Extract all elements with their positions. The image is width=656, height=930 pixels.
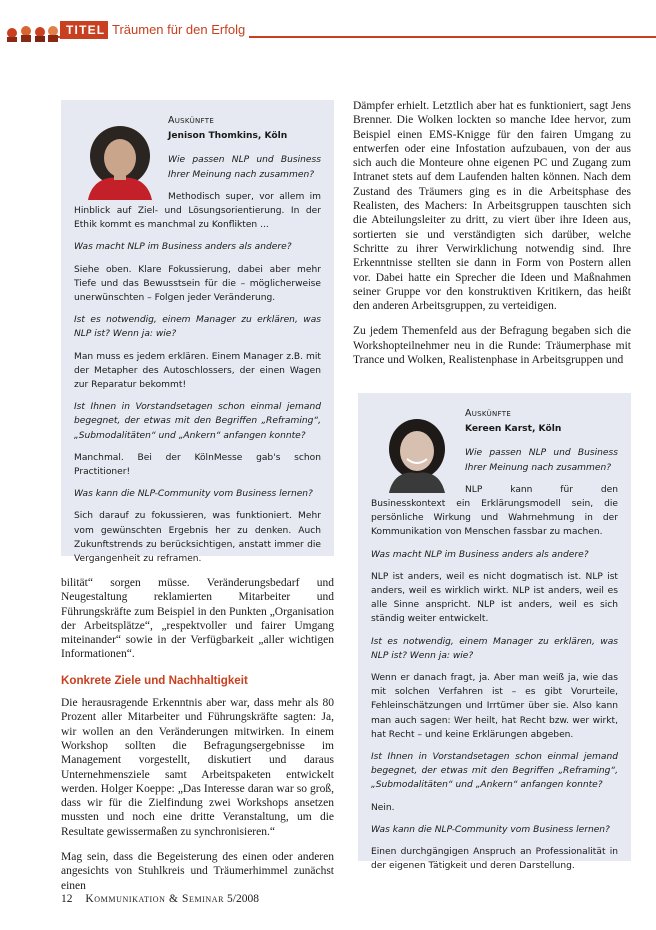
page-header: [0, 0, 656, 44]
paragraph: bilität“ sorgen müsse. Veränderungsbedarf und Neugestaltung reklamierten Mitarbeiter und Führungskräfte zum Beispiel in den Punkten „Organisation der Arbeitsplätze“, „respektvoller und fairer Umgang miteinander“ sowie in der Verfügbarkeit „aller wichtigen Informationen“.: [61, 577, 334, 661]
section-tag: TITEL: [60, 21, 111, 39]
answer: Nein.: [371, 802, 395, 813]
answer: Methodisch super, vor allem im Hinblick auf Ziel- und Lösungsorientierung. In der Ethik kommt es manchmal zu Konflikten ...: [74, 191, 321, 231]
qa-item: [371, 823, 618, 874]
answer: Manchmal. Bei der KölnMesse gab's schon Practitioner!: [74, 452, 321, 478]
qa-item: [74, 400, 321, 479]
answer: NLP ist anders, weil es nicht dogmatisch ist. NLP ist anders, weil es wirklich wirkt. NLP ist anders, weil es alle Sinne anspricht. NLP ist anders, weil es sich ständig weiter entwickelt.: [371, 571, 618, 625]
interviewee-name: Jenison Thomkins, Köln: [168, 131, 288, 142]
answer: Sich darauf zu fokussieren, was funktioniert. Mehr vom gewünschten Ergebnis her zu denken. Auch Zukunftstrends zu berücksichtigen, anstatt immer die Vergangenheit zu reframen.: [74, 511, 321, 565]
question: Ist es notwendig, einem Manager zu erklären, was NLP ist? Wenn ja: wie?: [74, 315, 321, 340]
answer: Man muss es jedem erklären. Einem Manager z.B. mit der Metapher des Autoschlossers, der einen Wagen zur Reparatur bekommt!: [74, 351, 321, 391]
qa-item: [74, 313, 321, 392]
page-number: 12: [61, 893, 73, 905]
answer: Einen durchgängigen Anspruch an Professionalität in der eigenen Tätigkeit und deren Darstellung.: [371, 847, 618, 872]
answer: Wenn er danach fragt, ja. Aber man weiß ja, wie das mit solchen Verfahren ist – es gibt Vorurteile, Fehleinschätzungen und Irrtümer über sie. Also kann man auch sagen: Wer heilt, hat Recht bzw. wer wirkt, hat Recht – und keine Erklärungen abgeben.: [371, 673, 618, 740]
magazine-name: Kommunikation & Seminar: [85, 893, 225, 905]
portrait-photo: [375, 409, 459, 493]
section-icon: [4, 19, 60, 43]
paragraph: Die herausragende Erkenntnis aber war, dass mehr als 80 Prozent aller Mitarbeiter und Führungskräfte sagten: Ja, wir wollen an den Veränderungen mitwirken. In einem Workshop sollten die Befragungsergebnisse im Management vorgestellt, diskutiert und daraus Unternehmensziele samt Arbeitspaketen entwickelt werden. Holger Koeppe: „Das Interesse daran war so groß, dass wir für die Zielfindung zwei Workshops ansetzen mussten und noch eine dritte Veranstaltung, um die Resultate gewissermaßen zu synchronisieren.“: [61, 697, 334, 838]
question: Wie passen NLP und Business Ihrer Meinung nach zusammen?: [465, 448, 618, 473]
section-subheading: Konkrete Ziele und Nachhaltigkeit: [61, 673, 248, 687]
question: Was kann die NLP-Community vom Business lernen?: [74, 489, 313, 500]
interviewee-name: Kereen Karst, Köln: [465, 424, 562, 435]
question: Ist es notwendig, einem Manager zu erklären, was NLP ist? Wenn ja: wie?: [371, 636, 618, 661]
paragraph: Mag sein, dass die Begeisterung des einen oder anderen angesichts von Stuhlkreis und Träumerhimmel zunächst einen: [61, 851, 334, 892]
paragraph: Zu jedem Themenfeld aus der Befragung begaben sich die Workshopteilnehmer neu in die Runde: Träumerphase mit Trance und Wolken, Realistenphase in Arbeitsgruppen und: [353, 325, 631, 367]
body-text-left: [61, 576, 334, 904]
question: Ist Ihnen in Vorstandsetagen schon einmal jemand begegnet, der etwas mit den Begriffen „Reframing“, „Submodalitäten“ und „Ankern“ anfangen konnte?: [371, 752, 618, 791]
portrait-photo: [78, 116, 162, 200]
question: Was macht NLP im Business anders als andere?: [371, 549, 589, 560]
answer: Siehe oben. Klare Fokussierung, dabei aber mehr Tiefe und das Bewusstsein für die – möglicherweise unerwünschten – Folgen jeder Veränderung.: [74, 264, 321, 304]
paragraph: Dämpfer erhielt. Letztlich aber hat es funktioniert, sagt Jens Brenner. Die Wolken lockten so manche Idee hervor, zum Beispiel einen EMS-Knigge für den fairen Umgang zu entwerfen oder eine Infostation aufzubauen, von der aus sich auch die Monteure ohne eigenen PC und Zugang zum Intranet stets auf dem Laufenden halten können. Nach dem Zustand des Träumers ging es in die Arbeitsphase des Realisten, des Machers: In Arbeitsgruppen tauschten sich die Abteilungsleiter zu dritt, zu viert über ihre Ideen aus, sortierten sie und verständigten sich darüber, welche Schritte zu ihrer Verwirklichung notwendig sind. Ihre Erkenntnisse stellten sie dann in Form von Postern allen vor. Dabei hatte ein Sprecher die Ideen und Maßnahmen seiner Gruppe vor den konstruktiven Kritikern, das heißt den anderen Arbeitsgruppen, zu verteidigen.: [353, 100, 631, 313]
section-title: Träumen für den Erfolg: [108, 21, 249, 39]
qa-item: [371, 750, 618, 815]
interview-box-thomkins: [61, 100, 334, 565]
qa-item: [371, 635, 618, 742]
interview-box-karst: [358, 393, 631, 872]
box-kicker: Auskünfte: [465, 408, 512, 419]
question: Was macht NLP im Business anders als andere?: [74, 242, 292, 253]
page-footer: [61, 893, 259, 905]
answer: NLP kann für den Businesskontext ein Erklärungsmodell sein, die persönliche Wirkung und Wahrnehmung in der Kommunikation von Menschen fassbar zu machen.: [371, 484, 618, 538]
qa-item: [74, 240, 321, 305]
body-text-right: [353, 99, 631, 378]
question: Wie passen NLP und Business Ihrer Meinung nach zusammen?: [168, 155, 321, 180]
box-kicker: Auskünfte: [168, 115, 215, 126]
question: Ist Ihnen in Vorstandsetagen schon einmal jemand begegnet, der etwas mit den Begriffen „Reframing“, „Submodalitäten“ und „Ankern“ anfangen konnte?: [74, 402, 321, 441]
issue-number: 5/2008: [227, 893, 259, 905]
question: Was kann die NLP-Community vom Business lernen?: [371, 824, 610, 835]
qa-item: [74, 487, 321, 566]
qa-item: [371, 548, 618, 627]
